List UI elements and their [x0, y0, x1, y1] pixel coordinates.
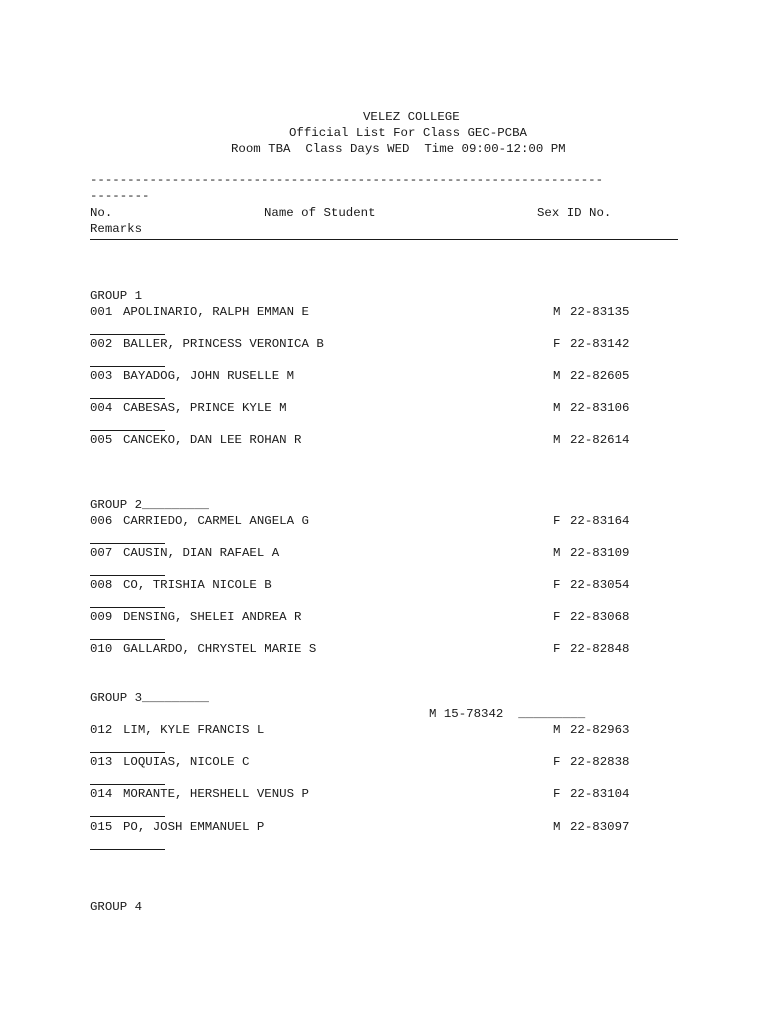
student-id: 22-83135 [570, 305, 630, 319]
remarks-blank [90, 784, 165, 785]
remarks-blank [90, 607, 165, 608]
student-no: 009 [90, 610, 113, 624]
student-id: 22-82963 [570, 723, 630, 737]
dash-separator-line-wrap: -------- [90, 189, 150, 203]
remarks-blank [90, 334, 165, 335]
student-name: CANCEKO, DAN LEE ROHAN R [123, 433, 302, 447]
student-sex: M [553, 820, 561, 834]
student-name: CABESAS, PRINCE KYLE M [123, 401, 287, 415]
group-heading: GROUP 3_________ [90, 691, 209, 705]
student-name: PO, JOSH EMMANUEL P [123, 820, 265, 834]
student-name: APOLINARIO, RALPH EMMAN E [123, 305, 309, 319]
student-name: CARRIEDO, CARMEL ANGELA G [123, 514, 309, 528]
student-id: 22-82605 [570, 369, 630, 383]
class-schedule: Room TBA Class Days WED Time 09:00-12:00 PM [231, 142, 566, 156]
remarks-blank [90, 430, 165, 431]
column-name: Name of Student [264, 206, 376, 220]
student-id: 22-83054 [570, 578, 630, 592]
student-sex: M [553, 723, 561, 737]
student-no: 014 [90, 787, 113, 801]
student-name: LIM, KYLE FRANCIS L [123, 723, 265, 737]
student-no: 006 [90, 514, 113, 528]
student-sex: F [553, 755, 561, 769]
student-id: 22-83104 [570, 787, 630, 801]
remarks-blank [90, 366, 165, 367]
student-name: GALLARDO, CHRYSTEL MARIE S [123, 642, 317, 656]
student-id: 22-83109 [570, 546, 630, 560]
remarks-blank [90, 398, 165, 399]
remarks-blank [90, 575, 165, 576]
student-no: 005 [90, 433, 113, 447]
student-id: 22-83068 [570, 610, 630, 624]
student-sex: M [553, 401, 561, 415]
student-sex: M [553, 546, 561, 560]
student-id: 22-83106 [570, 401, 630, 415]
remarks-blank [90, 639, 165, 640]
student-name: MORANTE, HERSHELL VENUS P [123, 787, 309, 801]
student-name: BAYADOG, JOHN RUSELLE M [123, 369, 295, 383]
column-no: No. [90, 206, 113, 220]
student-no: 010 [90, 642, 113, 656]
college-name: VELEZ COLLEGE [363, 110, 460, 124]
student-sex: F [553, 642, 561, 656]
group-heading: GROUP 4 [90, 900, 143, 914]
student-sex: F [553, 337, 561, 351]
student-sex: M [553, 369, 561, 383]
group-heading: GROUP 1 [90, 289, 143, 303]
remarks-blank [90, 543, 165, 544]
student-no: 003 [90, 369, 113, 383]
student-no: 002 [90, 337, 113, 351]
student-name: CO, TRISHIA NICOLE B [123, 578, 272, 592]
student-id: 22-82838 [570, 755, 630, 769]
student-no: 008 [90, 578, 113, 592]
student-name: BALLER, PRINCESS VERONICA B [123, 337, 324, 351]
header-rule [90, 239, 678, 240]
student-id: 22-83142 [570, 337, 630, 351]
student-sex: M [553, 305, 561, 319]
dash-separator-line: --------------------------------------------------------------------- [90, 173, 604, 187]
student-id: 22-83097 [570, 820, 630, 834]
stray-entry: M 15-78342 _________ [429, 707, 586, 721]
column-sex-id: Sex ID No. [537, 206, 612, 220]
student-name: CAUSIN, DIAN RAFAEL A [123, 546, 280, 560]
student-no: 001 [90, 305, 113, 319]
group-heading: GROUP 2_________ [90, 498, 209, 512]
student-no: 015 [90, 820, 113, 834]
student-sex: F [553, 610, 561, 624]
student-sex: M [553, 433, 561, 447]
column-remarks: Remarks [90, 222, 143, 236]
student-id: 22-83164 [570, 514, 630, 528]
student-no: 012 [90, 723, 113, 737]
list-title: Official List For Class GEC-PCBA [289, 126, 527, 140]
student-no: 013 [90, 755, 113, 769]
student-no: 007 [90, 546, 113, 560]
student-id: 22-82848 [570, 642, 630, 656]
student-sex: F [553, 787, 561, 801]
remarks-blank [90, 816, 165, 817]
student-no: 004 [90, 401, 113, 415]
student-sex: F [553, 514, 561, 528]
student-name: DENSING, SHELEI ANDREA R [123, 610, 302, 624]
student-id: 22-82614 [570, 433, 630, 447]
remarks-blank [90, 752, 165, 753]
remarks-blank [90, 849, 165, 850]
student-sex: F [553, 578, 561, 592]
student-name: LOQUIAS, NICOLE C [123, 755, 250, 769]
